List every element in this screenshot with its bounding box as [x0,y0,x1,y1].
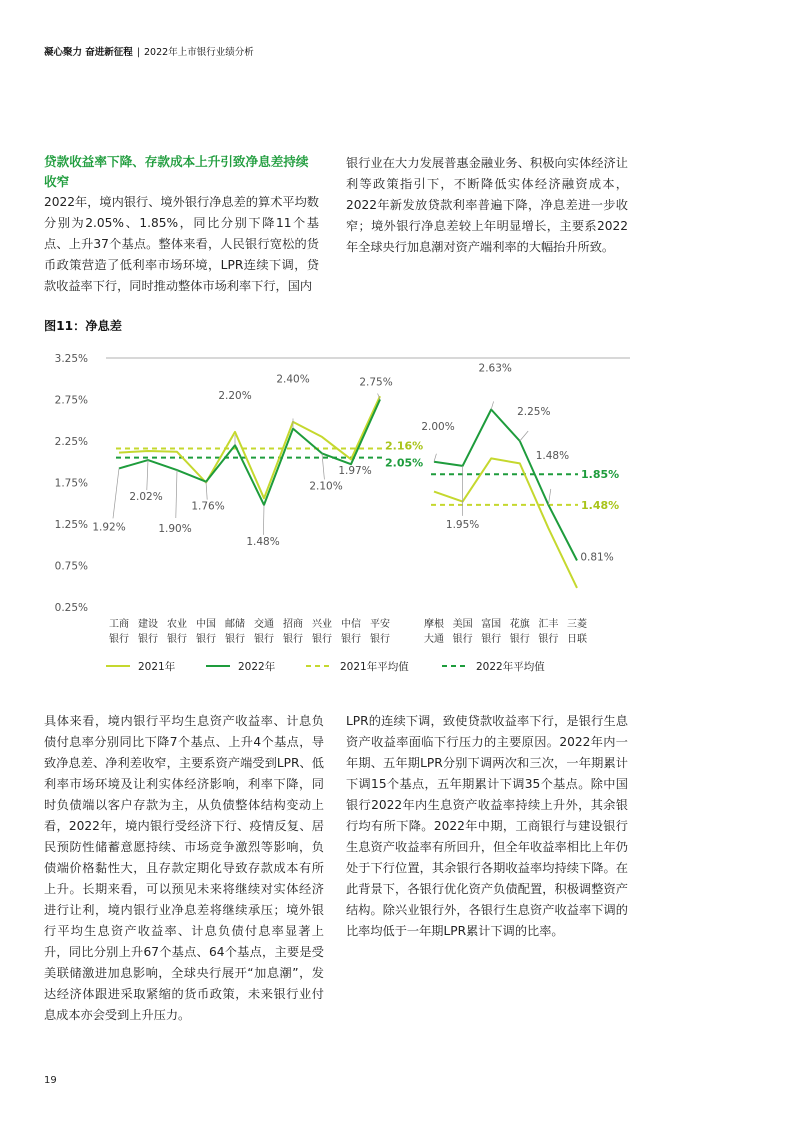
data-label: 2.10% [309,480,343,493]
series-line-2022 [434,410,577,561]
top-left-paragraph: 2022年，境内银行、境外银行净息差的算术平均数分别为2.05%、1.85%，同比分别下降11个基点、上升37个基点。整体来看，人民银行宽松的货币政策营造了低利率市场环境，LPR连续下调，贷款收益率下行，同时推动整体市场利率下行，国内 [44,195,319,293]
section-heading: 贷款收益率下降、存款成本上升引致净息差持续收窄 [44,154,309,189]
category-label-line2: 银行 [341,634,361,645]
data-label: 1.48% [535,449,570,462]
data-label: 2.25% [517,406,551,418]
average-label-2021: 1.48% [581,498,620,512]
category-label-line2: 银行 [283,634,303,645]
data-label: 1.76% [191,500,225,513]
bottom-right-column [346,711,628,942]
category-label-line2: 银行 [225,634,245,645]
category-label-line1: 工商 [109,619,129,630]
category-label-line1: 汇丰 [538,619,559,630]
data-label: 2.75% [359,376,393,389]
category-label-line2: 大通 [424,634,444,645]
data-label: 2.40% [276,373,310,386]
legend-label: 2021年平均值 [340,661,409,673]
top-right-paragraph: 银行业在大力发展普惠金融业务、积极向实体经济让利等政策指引下，不断降低实体经济融资成本，2022年新发放贷款利率普遍下降，净息差进一步收窄；境外银行净息差较上年明显增长，主要系2022年全球央行加息潮对资产端利率的大幅抬升所致。 [346,156,628,254]
bottom-right-paragraph: LPR的连续下调，致使贷款收益率下行，是银行生息资产收益率面临下行压力的主要原因。2022年内一年期、五年期LPR分别下调两次和三次，一年期累计下调15个基点，五年期累计下调35个基点。除中国银行2022年内生息资产收益率持续上升外，其余银行均有所下降。2022年中期，工商银行与建设银行生息资产收益率有所回升，但全年收益率相比上年仍处于下行位置，其余银行各期收益率均持续下降。在此背景下，各银行优化资产负债配置，积极调整资产结构。除兴业银行外，各银行生息资产收益率下调的比率均低于一年期LPR累计下调的比率。 [346,714,628,938]
header-subtitle: 2022年上市银行业绩分析 [144,47,254,58]
category-label-line2: 银行 [538,634,559,645]
data-label-leader [263,505,264,535]
top-right-column [346,153,628,258]
bottom-left-paragraph: 具体来看，境内银行平均生息资产收益率、计息负债付息率分别同比下降7个基点、上升4个基点，导致净息差、净利差收窄，主要系资产端受到LPR、低利率市场环境及让利实体经济影响，利率下降，同时负债端以客户存款为主，从负债整体结构变动上看，2022年，境内银行受经济下行、疫情反复、居民预防性储蓄意愿持续、市场竞争激烈等影响，负债端价格黏性大，且存款定期化导致存款成本有所上升。长期来看，可以预见未来将继续对实体经济进行让利，境内银行业净息差将继续承压；境外银行平均生息资产收益率、计息负债付息率显著上升，同比分别上升67个基点、64个基点，主要是受美联储激进加息影响，全球央行展开“加息潮”，发达经济体跟进采取紧缩的货币政策，未来银行业付息成本亦会受到上升压力。 [44,714,324,1022]
data-label-leader [520,431,528,441]
y-tick-label: 0.25% [54,602,88,614]
running-header [44,44,254,58]
category-label-line1: 摩根 [424,619,444,630]
legend-label: 2022年平均值 [476,661,545,673]
data-label: 1.95% [445,518,480,531]
data-label-leader [113,468,119,518]
data-label: 2.00% [421,420,455,433]
data-label: 2.02% [129,491,163,504]
data-label-leader [176,470,177,518]
y-tick-label: 2.25% [54,436,88,448]
category-label-line2: 银行 [370,634,390,645]
y-tick-label: 3.25% [54,353,88,365]
data-label: 2.63% [478,362,512,375]
page-number: 19 [44,1075,57,1086]
category-label-line2: 银行 [167,634,187,645]
average-label-2021: 2.16% [385,439,424,453]
category-label-line1: 花旗 [509,619,530,630]
category-label-line2: 银行 [452,634,473,645]
category-label-line1: 邮储 [225,619,245,630]
category-label-line2: 银行 [138,634,158,645]
net-interest-margin-chart [44,345,644,685]
category-label-line2: 银行 [509,634,530,645]
category-label-line1: 兴业 [312,619,332,630]
category-label-line2: 银行 [196,634,216,645]
category-label-line1: 招商 [283,619,303,630]
legend-label: 2021年 [138,661,176,673]
data-label: 0.81% [580,551,614,564]
header-brand: 凝心聚力 奋进新征程 [44,47,133,58]
category-label-line1: 交通 [254,619,274,630]
data-label: 2.20% [218,390,252,403]
category-label-line1: 三菱 [567,619,587,630]
average-label-2022: 1.85% [581,468,620,482]
figure-title: 图11：净息差 [44,319,122,333]
y-tick-label: 1.75% [54,477,88,490]
category-label-line1: 农业 [167,619,187,630]
data-label-leader [548,489,550,505]
data-label-leader [491,401,493,409]
category-label-line2: 银行 [109,634,129,645]
average-label-2022: 2.05% [385,456,424,470]
y-tick-label: 0.75% [54,560,88,573]
data-label-leader [147,460,148,490]
category-label-line2: 银行 [481,634,502,645]
data-label: 1.90% [158,523,192,536]
category-label-line1: 富国 [481,619,502,630]
category-label-line1: 中国 [196,619,216,630]
category-label-line1: 中信 [341,619,361,630]
data-label: 1.92% [92,521,126,534]
category-label-line1: 平安 [370,619,390,630]
y-tick-label: 2.75% [54,394,88,407]
top-left-column [44,152,319,297]
category-label-line2: 银行 [254,634,274,645]
data-label: 1.48% [246,535,280,548]
legend-label: 2022年 [238,661,276,673]
header-separator: | [136,47,141,58]
bottom-left-column [44,711,324,1026]
data-label: 1.97% [338,465,372,478]
data-label-leader [434,454,436,462]
y-tick-label: 1.25% [54,519,88,531]
category-label-line1: 美国 [452,619,473,630]
category-label-line1: 建设 [138,619,158,630]
category-label-line2: 银行 [312,634,332,645]
data-label-leader [206,482,207,500]
category-label-line2: 日联 [567,634,587,645]
